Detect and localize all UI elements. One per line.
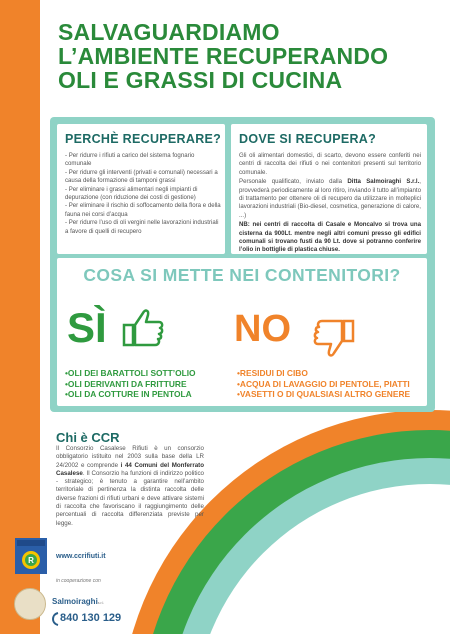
ccr-text-bold: i 44 Comuni del Monferrato Casalese (56, 461, 205, 477)
title-line-1: SALVAGUARDIAMO (58, 19, 280, 45)
thumbs-up-icon (121, 304, 167, 350)
where-paragraph-1: Gli oli alimentari domestici, di scarto, devono essere conferiti nei centri di raccolta dei rifiuti o nei contenitori presenti sul territorio comunale. (239, 152, 421, 176)
why-list (65, 152, 221, 236)
list-item: •VASETTI O DI QUALSIASI ALTRO GENERE (237, 389, 411, 399)
title-line-2: L’AMBIENTE RECUPERANDO (58, 43, 389, 69)
list-item: •OLI DERIVANTI DA FRITTURE (65, 378, 187, 389)
ccr-heading: Chi è CCR (56, 430, 120, 445)
where-note (239, 221, 421, 255)
list-item: - Per eliminare il rischio di soffocamento della flora e della fauna nei corsi d’acqua (65, 202, 221, 218)
phone-number[interactable]: 840 130 129 (60, 612, 122, 624)
list-item: - Per ridurre l’uso di oli vergini nelle lavorazioni industriali a favore di quelli di recupero (65, 219, 219, 235)
list-item: •OLI DEI BARATTOLI SOTT’OLIO (65, 368, 196, 378)
no-label: NO (234, 308, 291, 350)
list-item: •RESIDUI DI CIBO (237, 368, 308, 378)
svg-text:R: R (28, 556, 34, 565)
list-item: - Per ridurre gli interventi (privati e comunali) necessari a causa della formazione di tamponi grassi (65, 168, 218, 185)
company-brand (52, 597, 104, 606)
company-suffix: s.r.l. (97, 601, 105, 605)
website-link[interactable]: www.ccrifiuti.it (56, 553, 106, 560)
where-paragraph-2 (239, 178, 421, 220)
why-recover-box (57, 124, 225, 254)
company-brand-name: Salmoiraghi (52, 597, 98, 606)
salmoiraghi-logo (14, 588, 46, 620)
where-p2-end: , provvederà periodicamente al loro ritiro, inviando il tutto all’impianto di trattamento per ottenere oli di recupero da utilizzare in molteplici lavorazioni industriali (Bio-diesel, cosmetica, generazione di calore, ...) (239, 178, 421, 219)
yes-list (65, 368, 196, 400)
ccr-text-start: Il Consorzio Casalese Rifiuti è un consorzio obbligatorio istituito nel 2003 sulla base della LR 24/2002 e comprende (56, 445, 204, 469)
ccr-description (56, 445, 204, 528)
where-text (239, 152, 421, 256)
thumbs-down-icon (310, 316, 356, 362)
list-item: - Per eliminare i grassi alimentari negli impianti di depurazione (con riduzione dei costi di gestione) (65, 185, 198, 202)
list-item: - Per ridurre i rifiuti a carico del sistema fognario comunale (65, 152, 195, 168)
where-p2-start: Personale qualificato, inviato dalla (239, 178, 348, 186)
list-item: •OLI DA COTTURE IN PENTOLA (65, 389, 192, 399)
what-heading: COSA SI METTE NEI CONTENITORI? (83, 265, 401, 285)
ccr-logo (15, 538, 47, 574)
why-heading: PERCHÈ RECUPERARE? (65, 132, 222, 146)
ccr-text-end: . Il Consorzio ha funzioni di indirizzo politico - strategico; è tenuto a garantire nell’ambito territoriale di pertinenza la distinta raccolta delle diverse frazioni di rifiuti urbani e deve attivare sistemi di raccolta che favoriscano il raggiungimento delle percentuali di raccolta differenziata previste per legge. (56, 469, 204, 527)
where-heading: DOVE SI RECUPERA? (239, 132, 377, 146)
where-note-text: NB: nei centri di raccolta di Casale e Moncalvo si trova una cisterna da 900Lt. mentre negli altri comuni presso gli edifici comunali si trovano fusti da 90 Lt. dove si potranno conferire l’olio in bottiglie di plastica chiuse. (239, 221, 421, 254)
where-recover-box (231, 124, 427, 254)
no-list (237, 368, 410, 400)
phone-icon (52, 612, 60, 626)
yes-label: SÌ (67, 304, 107, 351)
what-goes-box (57, 258, 427, 406)
page-title (58, 20, 438, 92)
title-line-3: OLI E GRASSI DI CUCINA (58, 67, 343, 93)
collaboration-note: in cooperazione con (56, 578, 101, 584)
list-item: •ACQUA DI LAVAGGIO DI PENTOLE, PIATTI (237, 378, 410, 389)
company-name: Ditta Salmoiraghi S.r.l. (347, 178, 420, 186)
